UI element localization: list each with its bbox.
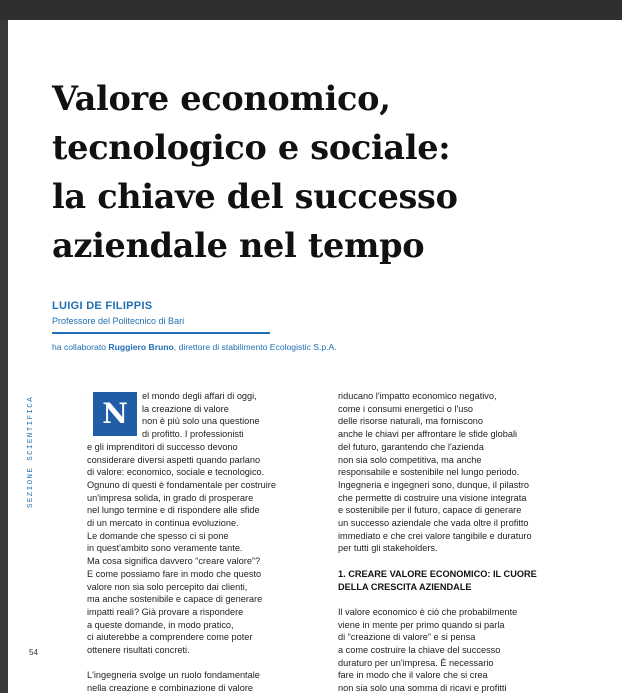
article-title	[52, 74, 572, 270]
text-line: ottenere risultati concreti.	[87, 645, 190, 656]
text-line: Il valore economico è ciò che probabilmente	[338, 606, 518, 617]
text-line: non è più solo una questione	[142, 416, 260, 427]
text-line: in quest'ambito sono veramente tante.	[87, 543, 243, 554]
text-line: ma anche sostenibile e capace di generare	[87, 594, 263, 605]
text-line: e sostenibile per il futuro, capace di generare	[338, 505, 522, 516]
text-line: nel lungo termine e di rispondere alle sfide	[87, 505, 260, 516]
text-line: Ingegneria e ingegneri sono, dunque, il pilastro	[338, 479, 530, 490]
document-page	[8, 20, 622, 693]
text-line: nella creazione e combinazione di valore	[87, 683, 253, 693]
text-line: per tutti gli stakeholders.	[338, 543, 438, 554]
text-line: delle risorse naturali, ma forniscono	[338, 416, 484, 427]
title-line: Valore economico,	[52, 79, 391, 118]
text-line: un'impresa solida, in grado di prosperare	[87, 492, 254, 503]
text-line: duraturo per un'impresa. È necessario	[338, 657, 494, 668]
text-line: considerare diversi aspetti quando parlano	[87, 454, 261, 465]
text-line: del futuro, garantendo che l'azienda	[338, 441, 484, 452]
collab-prefix: ha collaborato	[52, 342, 109, 352]
text-line: fare in modo che il valore che si crea	[338, 670, 488, 681]
text-line: la creazione di valore	[142, 403, 229, 414]
text-line: responsabile e sostenibile nel lungo periodo.	[338, 467, 520, 478]
collab-name: Ruggiero Bruno	[108, 342, 174, 352]
text-line: Le domande che spesso ci si pone	[87, 530, 229, 541]
text-line: riducano l'impatto economico negativo,	[338, 391, 497, 401]
text-line: L'ingegneria svolge un ruolo fondamentale	[87, 670, 260, 681]
author-affiliation: Professore del Politecnico di Bari	[52, 316, 185, 326]
viewer-top-bar	[0, 0, 622, 20]
section-heading-line: 1. CREARE VALORE ECONOMICO: IL CUORE	[338, 568, 537, 579]
text-line: a come costruire la chiave del successo	[338, 645, 501, 656]
text-line: di profitto. I professionisti	[142, 429, 244, 440]
text-line: di un mercato in continua evoluzione.	[87, 518, 239, 529]
text-line: che permette di costruire una visione integrata	[338, 492, 527, 503]
text-line: immediato e che crei valore tangibile e duraturo	[338, 530, 532, 541]
text-line: un successo aziendale che vada oltre il profitto	[338, 518, 529, 529]
author-name: LUIGI DE FILIPPIS	[52, 300, 153, 312]
text-line: valore non sia solo percepito dai clienti,	[87, 581, 248, 592]
title-line: aziendale nel tempo	[52, 226, 425, 265]
text-line: a queste domande, in modo pratico,	[87, 619, 234, 630]
section-label	[27, 395, 37, 508]
text-line: anche le chiavi per affrontare le sfide globali	[338, 429, 518, 440]
section-heading-line: DELLA CRESCITA AZIENDALE	[338, 581, 472, 592]
text-line: ci aiuterebbe a comprendere come poter	[87, 632, 253, 643]
body-column-2	[338, 390, 558, 693]
text-line: impatti reali? Già provare a rispondere	[87, 606, 244, 617]
text-line: come i consumi energetici o l'uso	[338, 403, 474, 414]
text-line: di “creazione di valore” e si pensa	[338, 632, 476, 643]
text-line: viene in mente per primo quando si parla	[338, 619, 505, 630]
drop-cap: N	[93, 392, 137, 436]
section-label-text: SEZIONE SCIENTIFICA	[27, 395, 35, 508]
title-line: tecnologico e sociale:	[52, 128, 451, 167]
text-line: Ma cosa significa davvero “creare valore”?	[87, 556, 261, 567]
paragraph-gap	[338, 593, 558, 606]
text-line: non sia solo una somma di ricavi e profitti	[338, 683, 507, 693]
body-column-1	[87, 390, 307, 693]
author-divider	[52, 332, 270, 334]
text-line: di valore: economico, sociale e tecnologico.	[87, 467, 265, 478]
title-line: la chiave del successo	[52, 177, 458, 216]
text-line: el mondo degli affari di oggi,	[142, 391, 257, 401]
collaborator-line	[52, 342, 337, 352]
paragraph-gap	[338, 555, 558, 568]
paragraph-gap	[87, 657, 307, 670]
text-line: Ognuno di questi è fondamentale per costruire	[87, 479, 276, 490]
text-line: non sia solo competitiva, ma anche	[338, 454, 482, 465]
text-line: E come possiamo fare in modo che questo	[87, 568, 262, 579]
page-number: 54	[29, 648, 38, 657]
text-line: e gli imprenditori di successo devono	[87, 441, 238, 452]
collab-suffix: , direttore di stabilimento Ecologistic S.p.A.	[173, 342, 337, 352]
